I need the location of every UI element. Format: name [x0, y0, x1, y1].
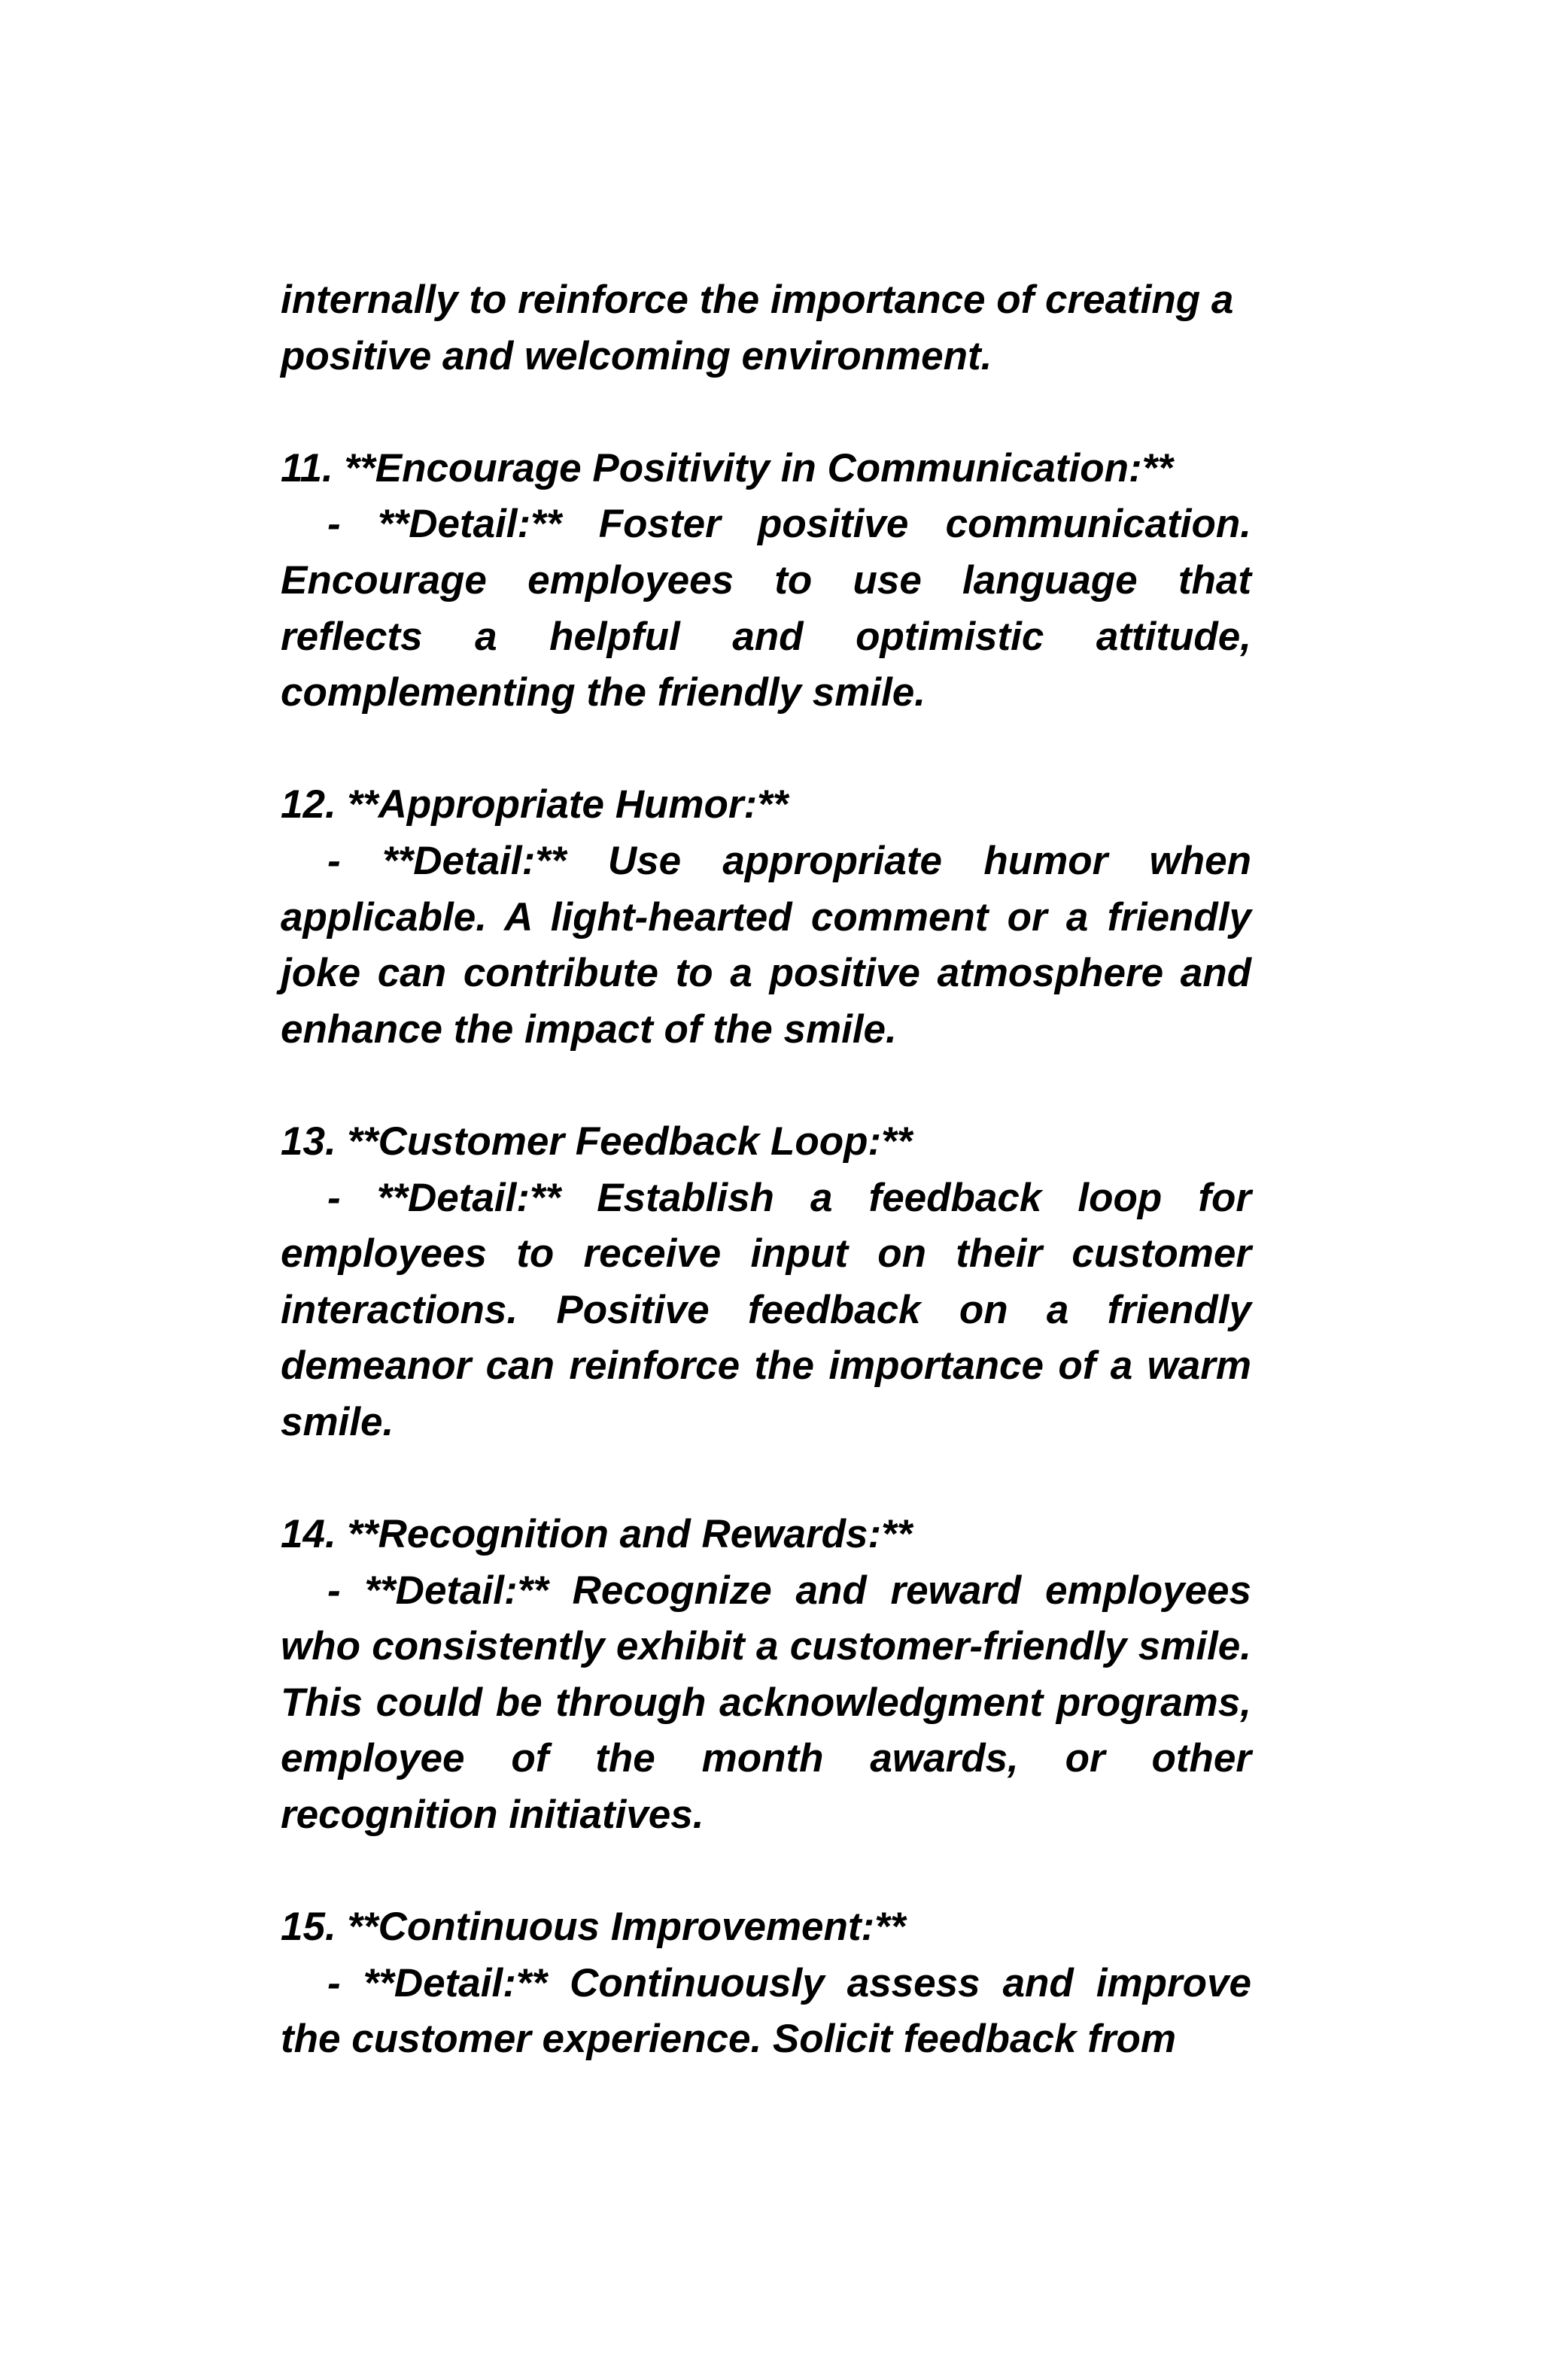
item-heading-13: 13. **Customer Feedback Loop:**	[281, 1119, 913, 1164]
intro-paragraph: internally to reinforce the importance of creating a positive and welcoming environment.	[281, 278, 1234, 378]
paragraph-gap	[281, 1844, 1251, 1900]
item-heading-15: 15. **Continuous Improvement:**	[281, 1905, 906, 1950]
item-heading-11: 11. **Encourage Positivity in Communication:**	[281, 445, 1173, 490]
item-detail-12: - **Detail:** Use appropriate humor when applicable. A light-hearted comment or a friendly joke can contribute to a positive atmosphere and enhance the impact of the smile.	[281, 838, 1251, 1052]
item-detail-15: - **Detail:** Continuously assess and improve the customer experience. Solicit feedback from	[281, 1960, 1251, 2062]
paragraph-gap	[281, 1450, 1251, 1507]
paragraph-gap	[281, 721, 1251, 778]
item-detail-11: - **Detail:** Foster positive communication. Encourage employees to use language that reflects a helpful and optimistic attitude, complementing the friendly smile.	[281, 502, 1251, 715]
paragraph-gap	[281, 1058, 1251, 1114]
item-detail-14: - **Detail:** Recognize and reward employees who consistently exhibit a customer-friendly smile. This could be through acknowledgment programs, employee of the month awards, or other recognition initiatives.	[281, 1568, 1251, 1838]
item-detail-13: - **Detail:** Establish a feedback loop for employees to receive input on their customer interactions. Positive feedback on a friendly demeanor can reinforce the importance of a warm smile.	[281, 1175, 1251, 1444]
text-column	[281, 272, 1251, 2068]
item-heading-12: 12. **Appropriate Humor:**	[281, 782, 789, 827]
item-heading-14: 14. **Recognition and Rewards:**	[281, 1512, 913, 1557]
paragraph-gap	[281, 384, 1251, 441]
